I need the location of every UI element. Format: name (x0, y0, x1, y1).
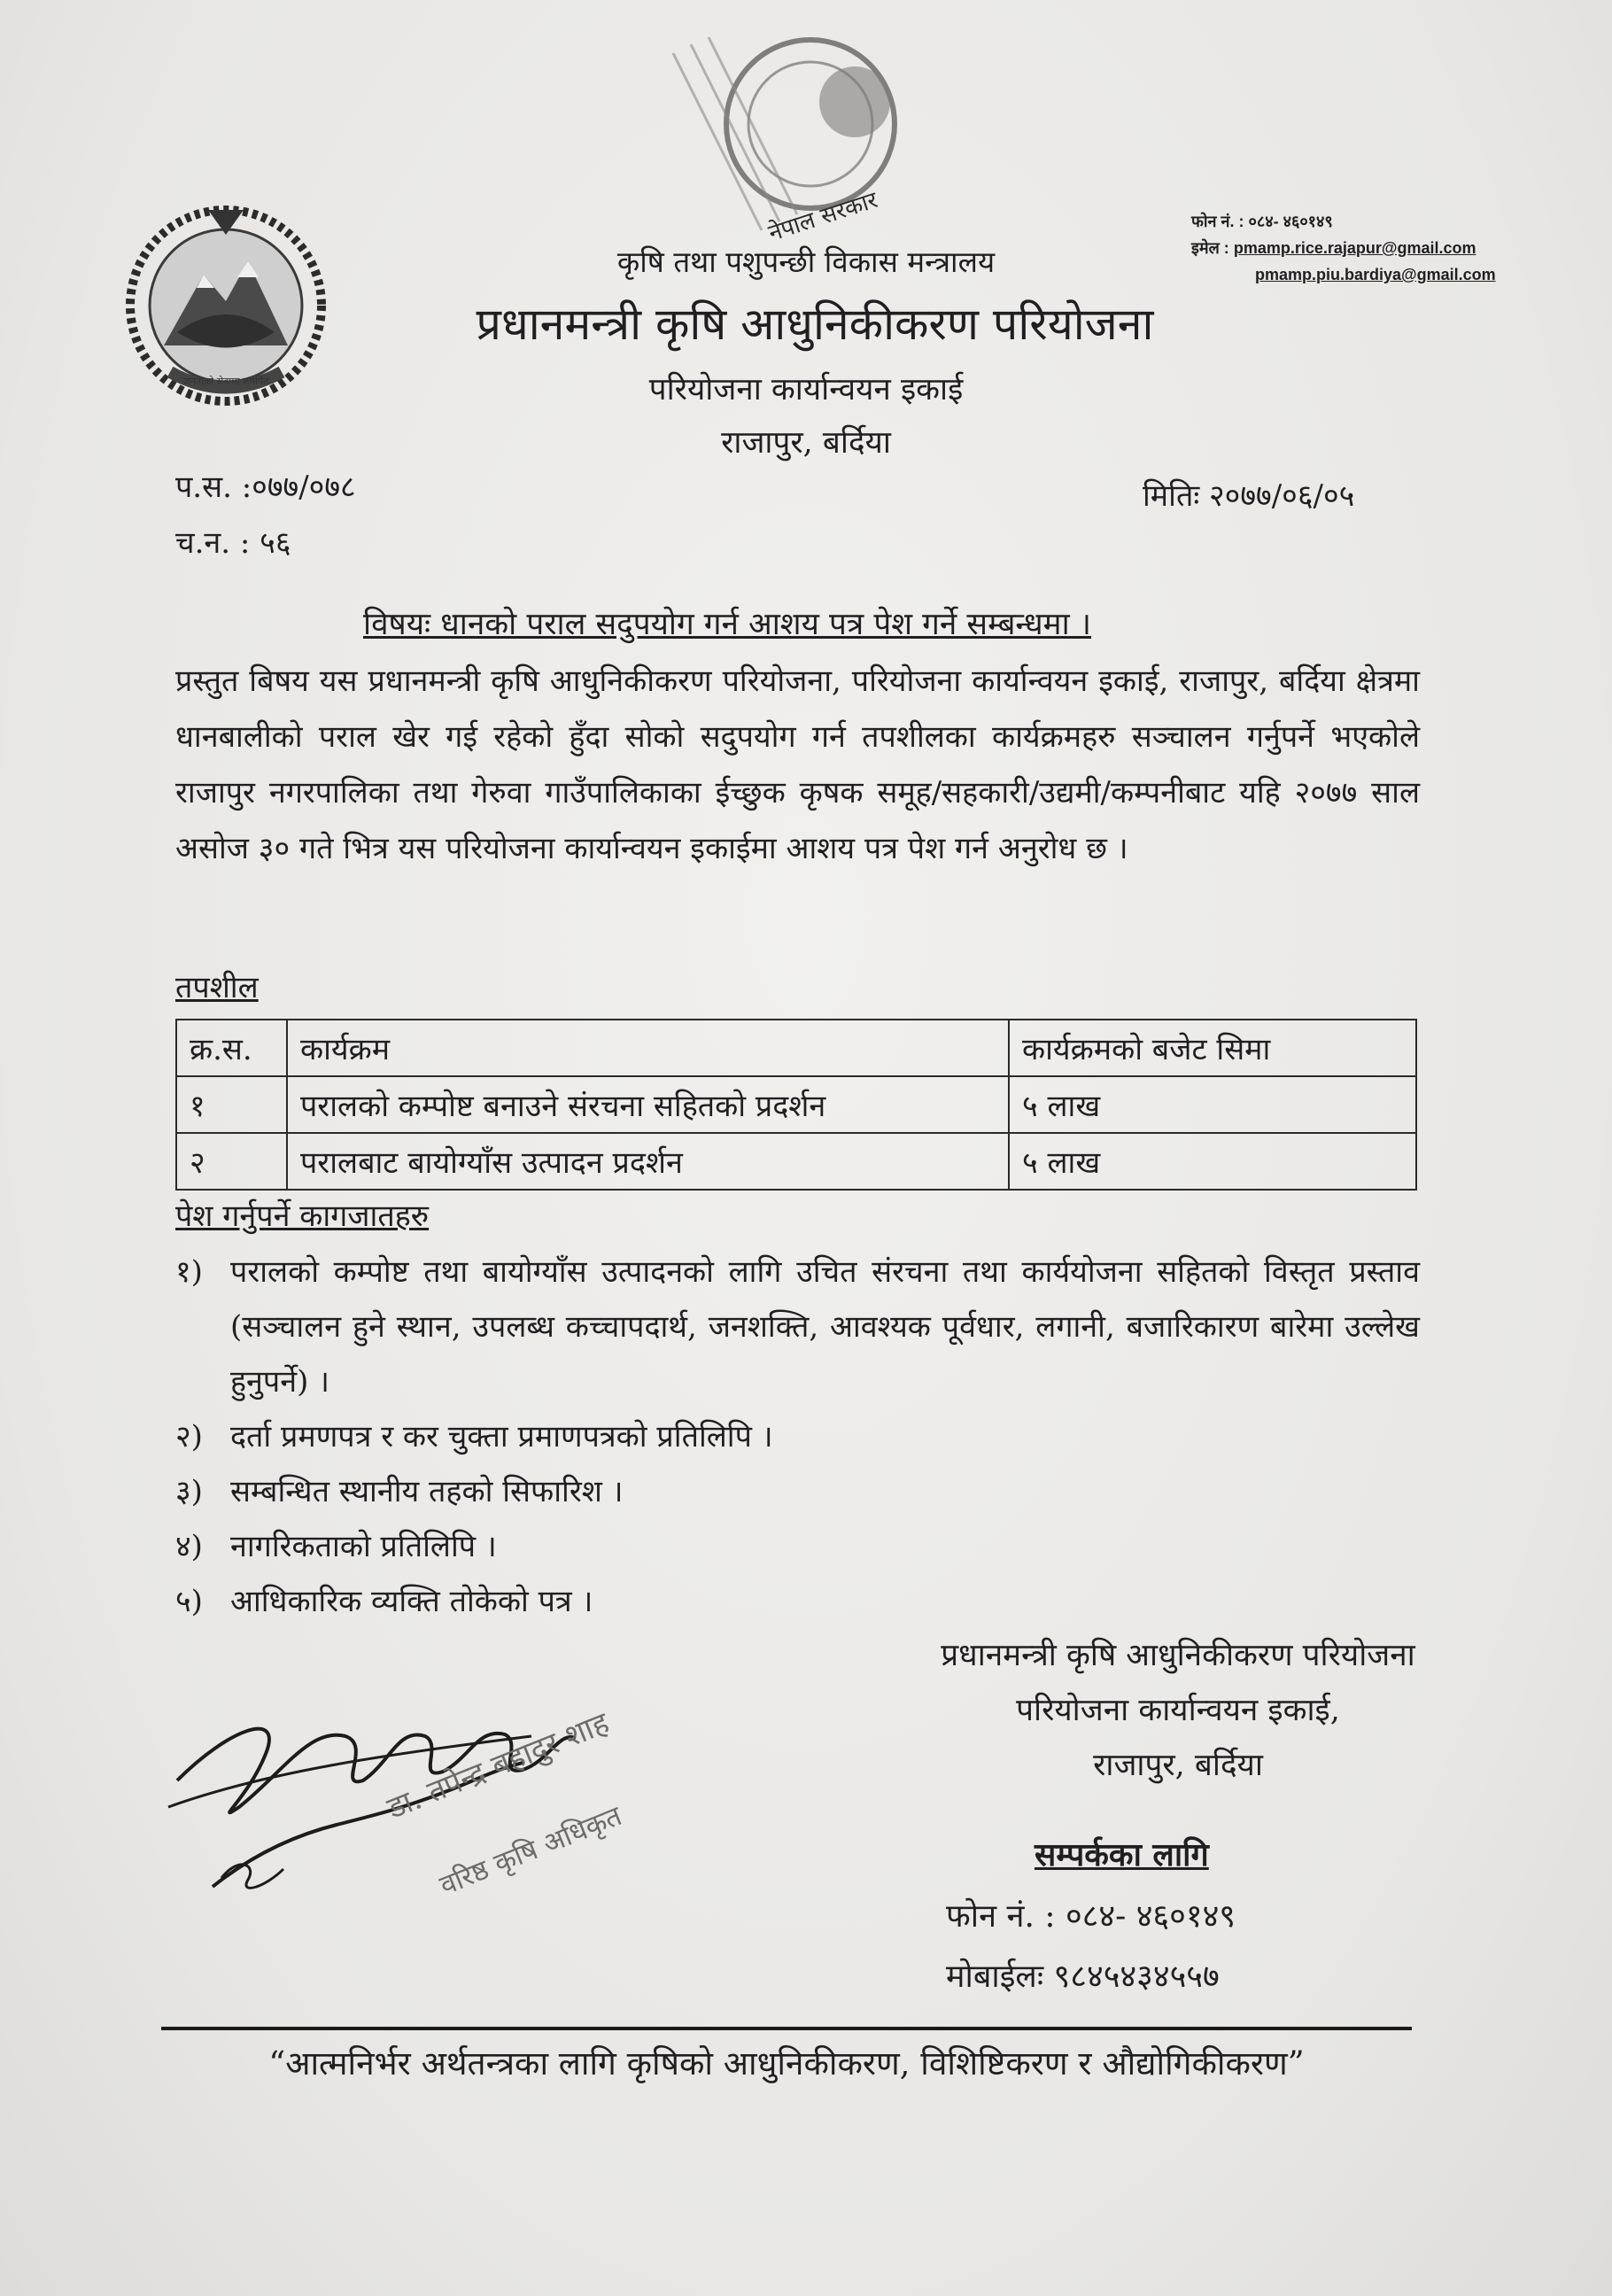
list-number: २) (175, 1419, 203, 1454)
header-email-row (1191, 235, 1496, 261)
list-item (175, 1519, 1420, 1574)
email-link-1[interactable]: pmamp.rice.rajapur@gmail.com (1233, 239, 1476, 257)
row-program: परालबाट बायोग्याँस उत्पादन प्रदर्शन (287, 1133, 1009, 1190)
ministry-name: कृषि तथा पशुपन्छी विकास मन्त्रालय (616, 244, 996, 279)
program-table (175, 1019, 1417, 1191)
documents-title: पेश गर्नुपर्ने कागजातहरु (175, 1198, 430, 1234)
project-title: प्रधानमन्त्री कृषि आधुनिकीकरण परियोजना (476, 299, 1154, 350)
contact-phone: फोन नं. : ०८४- ४६०१४९ (946, 1898, 1236, 1935)
list-item (175, 1574, 1420, 1629)
row-program: परालको कम्पोष्ट बनाउने संरचना सहितको प्रदर्शन (287, 1076, 1009, 1133)
list-number: ३) (175, 1474, 203, 1509)
unit-name: परियोजना कार्यान्वयन इकाई (648, 372, 964, 407)
list-text: सम्बन्धित स्थानीय तहको सिफारिश । (230, 1474, 624, 1509)
seal-text: नेपाल सरकार (765, 186, 881, 247)
table-row (176, 1133, 1416, 1190)
letter-body: प्रस्तुत बिषय यस प्रधानमन्त्री कृषि आधुनिकीकरण परियोजना, परियोजना कार्यान्वयन इकाई, राजापुर, बर्दिया क्षेत्रमा धानबालीको पराल खेर गई रहेको हुँदा सोको सदुपयोग गर्न तपशीलका कार्यक्रमहरु सञ्चालन गर्नुपर्ने भएकोले राजापुर नगरपालिका तथा गेरुवा गाउँपालिकाका ईच्छुक कृषक समूह/सहकारी/उद्यमी/कम्पनीबाट यहि २०७७ साल असोज ३० गते भित्र यस परियोजना कार्यान्वयन इकाईमा आशय पत्र पेश गर्न अनुरोध छ । (175, 663, 1420, 866)
footer-slogan: “आत्मनिर्भर अर्थतन्त्रका लागि कृषिको आधुनिकीकरण, विशिष्टिकरण र औद्योगिकीकरण” (268, 2044, 1305, 2083)
signoff-line-1: प्रधानमन्त्री कृषि आधुनिकीकरण परियोजना (941, 1638, 1415, 1673)
documents-list (175, 1245, 1420, 1629)
header-budget: कार्यक्रमको बजेट सिमा (1009, 1020, 1416, 1076)
stamp-name: डा. तपेन्द्र बहादुर शाह (382, 1705, 615, 1827)
row-budget: ५ लाख (1009, 1076, 1416, 1133)
list-text: दर्ता प्रमणपत्र र कर चुक्ता प्रमाणपत्रको प्रतिलिपि । (230, 1419, 773, 1454)
row-serial: २ (176, 1133, 287, 1190)
table-row (176, 1076, 1416, 1133)
header-program: कार्यक्रम (287, 1020, 1009, 1076)
list-number: १) (175, 1254, 203, 1290)
list-item (175, 1464, 1420, 1519)
list-text: परालको कम्पोष्ट तथा बायोग्याँस उत्पादनको लागि उचित संरचना तथा कार्ययोजना सहितको विस्तृत प्रस्ताव (सञ्चालन हुने स्थान, उपलब्ध कच्चापदार्थ, जनशक्ति, आवश्यक पूर्वधार, लगानी, बजारिकारण बारेमा उल्लेख हुनुपर्ने) । (230, 1254, 1420, 1400)
email-label: इमेल : (1191, 239, 1229, 257)
list-item (175, 1245, 1420, 1409)
header-serial: क्र.स. (176, 1020, 287, 1076)
email-link-2[interactable]: pmamp.piu.bardiya@gmail.com (1255, 266, 1496, 283)
reference-ps: प.स. :०७७/०७८ (175, 469, 356, 505)
stamp-title: वरिष्ठ कृषि अधिकृत (435, 1800, 627, 1903)
contact-heading: सम्पर्कका लागि (1035, 1836, 1209, 1873)
table-title: तपशील (175, 970, 259, 1005)
emblem-motto: जनताको सेवामा समर्पित (182, 376, 269, 387)
table-header-row (176, 1020, 1416, 1076)
row-budget: ५ लाख (1009, 1133, 1416, 1190)
signoff-line-3: राजापुर, बर्दिया (1093, 1748, 1263, 1783)
signoff-line-2: परियोजना कार्यान्वयन इकाई, (1016, 1693, 1340, 1728)
header-email-row-2 (1191, 261, 1496, 288)
list-text: आधिकारिक व्यक्ति तोकेको पत्र । (230, 1584, 593, 1619)
row-serial: १ (176, 1076, 287, 1133)
office-location: राजापुर, बर्दिया (721, 425, 891, 461)
signoff-office (824, 1628, 1532, 1793)
contact-mobile: मोबाईलः ९८४५४३४५५७ (946, 1959, 1220, 1995)
contact-details (946, 1887, 1236, 2007)
reference-cn: च.न. : ५६ (175, 525, 291, 561)
header-phone: फोन नं. : ०८४- ४६०१४९ (1191, 213, 1333, 230)
list-number: ५) (175, 1584, 203, 1619)
list-text: नागरिकताको प्रतिलिपि । (230, 1529, 497, 1564)
header-contact (1191, 208, 1496, 288)
list-item (175, 1409, 1420, 1464)
list-number: ४) (175, 1529, 203, 1564)
letter-date: मितिः २०७७/०६/०५ (1143, 478, 1355, 514)
letter-subject: विषयः धानको पराल सदुपयोग गर्न आशय पत्र पेश गर्ने सम्बन्धमा । (363, 607, 1092, 642)
footer-divider (161, 2027, 1412, 2030)
